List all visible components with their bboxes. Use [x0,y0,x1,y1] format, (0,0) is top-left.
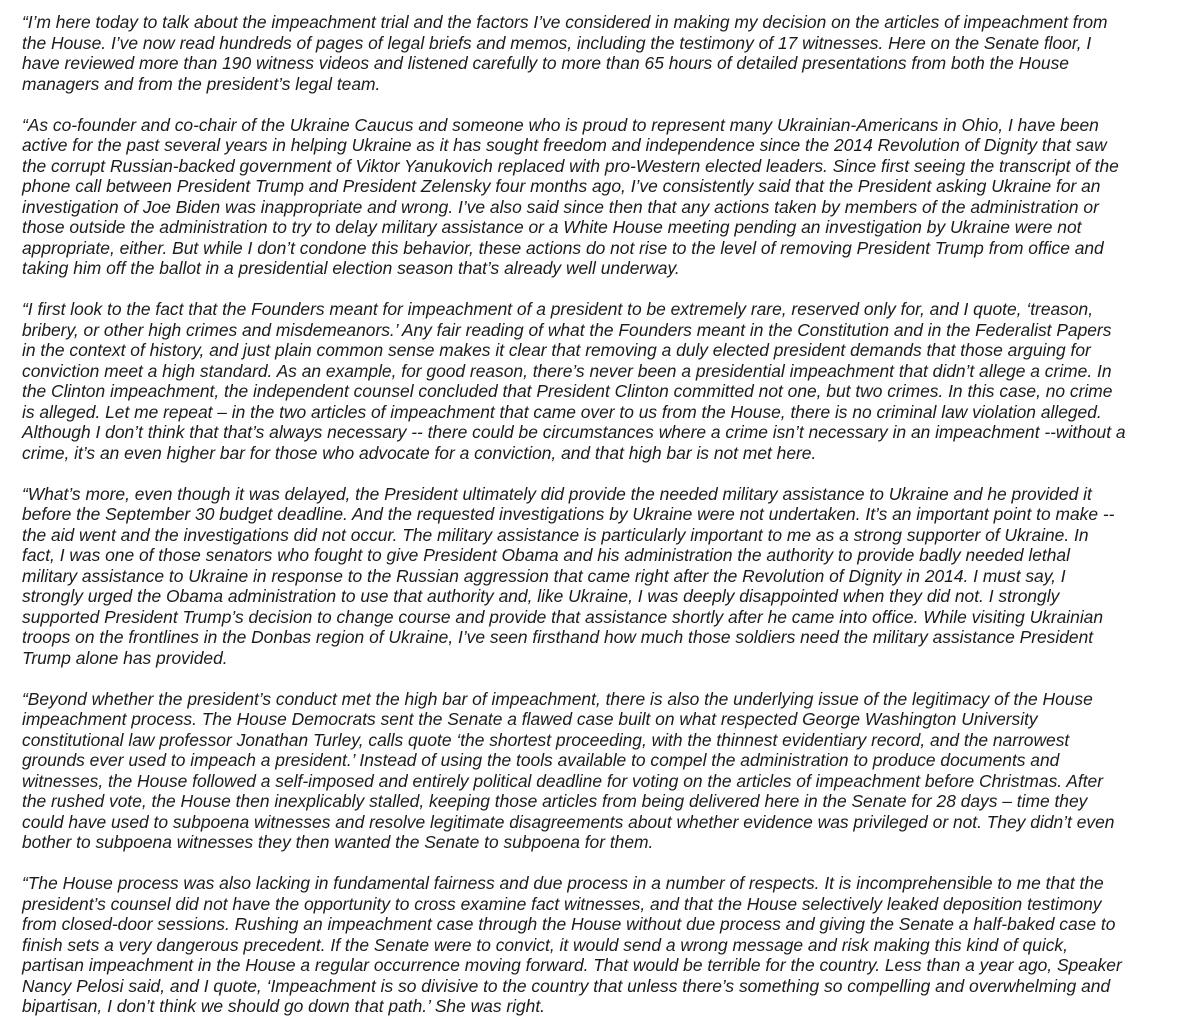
paragraph-4 [22,484,1184,669]
text-line: bribery, or other high crimes and misdemeanors.’ Any fair reading of what the Founders meant in the Constitution and in the Federalist Papers [22,319,1112,340]
text-line: in the context of history, and just plain common sense makes it clear that removing a duly elected president demands that those arguing for [22,340,1091,360]
text-line: the aid went and the investigations did not occur. The military assistance is particularly important to me as a strong supporter of Ukraine. In [22,524,1089,545]
text-line: constitutional law professor Jonathan Turley, calls quote ‘the shortest proceeding, with the thinnest evidentiary record, and the narrowest [22,729,1070,750]
text-line: impeachment process. The House Democrats sent the Senate a flawed case built on what respected George Washington University [22,709,1038,729]
text-line: the corrupt Russian-backed government of Viktor Yanukovich replaced with pro-Western elected leaders. Since first seeing the transcript of the [22,155,1119,176]
text-line: bother to subpoena witnesses they then wanted the Senate to subpoena for them. [22,832,654,852]
text-line: bipartisan, I don’t think we should go down that path.’ She was right. [22,996,546,1016]
text-line: “Beyond whether the president’s conduct met the high bar of impeachment, there is also the underlying issue of the legitimacy of the House [22,688,1093,709]
text-line: finish sets a very dangerous precedent. If the Senate were to convict, it would send a wrong message and risk making this kind of quick, [22,934,1068,955]
text-line: from closed-door sessions. Rushing an impeachment case through the House without due process and giving the Senate a half-baked case to [22,914,1116,934]
text-line: “I first look to the fact that the Founders meant for impeachment of a president to be extremely rare, reserved only for, and I quote, ‘treason, [22,299,1094,319]
text-line: military assistance to Ukraine in response to the Russian aggression that came right after the Revolution of Dignity in 2014. I must say, I [22,565,1066,586]
text-line: partisan impeachment in the House a regular occurrence moving forward. That would be terrible for the country. Less than a year ago, Speaker [22,955,1122,975]
text-line: grounds ever used to impeach a president.’ Instead of using the tools available to compel the administration to produce documents and [22,750,1060,770]
text-line: “The House process was also lacking in fundamental fairness and due process in a number of respects. It is incomprehensible to me that the [22,873,1104,893]
text-line: the Clinton impeachment, the independent counsel concluded that President Clinton committed not one, but two crimes. In this case, no crime [22,381,1113,401]
text-line: president’s counsel did not have the opportunity to cross examine fact witnesses, and that the House selectively leaked deposition testimony [22,893,1102,914]
text-line: have reviewed more than 190 witness videos and listened carefully to more than 65 hours of detailed presentations from both the House [22,53,1069,73]
paragraph-3 [22,299,1184,463]
text-line: those outside the administration to try to delay military assistance or a White House meeting pending an investigation by Ukraine were not [22,217,1082,237]
text-line: the House. I’ve now read hundreds of pages of legal briefs and memos, including the testimony of 17 witnesses. Here on the Senate floor, I [22,32,1092,53]
paragraph-2 [22,115,1184,279]
text-line: “What’s more, even though it was delayed, the President ultimately did provide the needed military assistance to Ukraine and he provided it [22,483,1092,504]
text-line: fact, I was one of those senators who fought to give President Obama and his administration the authority to provide badly needed lethal [22,545,1070,565]
text-line: Although I don’t think that that’s always necessary -- there could be circumstances where a crime isn’t necessary in an impeachment --without a [22,422,1126,442]
text-line: could have used to subpoena witnesses and resolve legitimate disagreements about whether evidence was privileged or not. They didn’t even [22,811,1115,832]
text-line: “As co-founder and co-chair of the Ukraine Caucus and someone who is proud to represent many Ukrainian-Americans in Ohio, I have been [22,114,1099,135]
text-line: phone call between President Trump and President Zelensky four months ago, I’ve consistently said that the President asking Ukraine for an [22,176,1101,196]
text-line: Trump alone has provided. [22,647,228,668]
text-line: crime, it’s an even higher bar for those who advocate for a conviction, and that high bar is not met here. [22,442,817,463]
text-line: managers and from the president’s legal team. [22,73,381,94]
text-line: witnesses, the House followed a self-imposed and entirely political deadline for voting on the articles of impeachment before Christmas. After [22,770,1104,791]
text-line: strongly urged the Obama administration to use that authority and, like Ukraine, I was deeply disappointed when they did not. I strongly [22,586,1060,606]
text-line: troops on the frontlines in the Donbas region of Ukraine, I’ve seen firsthand how much those soldiers need the military assistance President [22,627,1094,647]
text-line: conviction meet a high standard. As an example, for good reason, there’s never been a presidential impeachment that didn’t allege a crime. In [22,360,1112,381]
text-line: is alleged. Let me repeat – in the two articles of impeachment that came over to us from the House, there is no criminal law violation alleged. [22,401,1102,422]
text-line: Nancy Pelosi said, and I quote, ‘Impeachment is so divisive to the country that unless there’s something so compelling and overwhelming and [22,975,1111,996]
text-line: investigation of Joe Biden was inappropriate and wrong. I’ve also said since then that any actions taken by members of the administration or [22,196,1099,217]
statement-document [22,12,1184,1017]
text-line: taking him off the ballot in a presidential election season that’s already well underway. [22,258,680,278]
text-line: active for the past several years in helping Ukraine as it has sought freedom and independence since the 2014 Revolution of Dignity that saw [22,135,1107,155]
text-line: supported President Trump’s decision to change course and provide that assistance shortly after he came into office. While visiting Ukrainian [22,606,1104,627]
text-line: the rushed vote, the House then inexplicably stalled, keeping those articles from being delivered here in the Senate for 28 days – time they [22,791,1088,811]
paragraph-5 [22,689,1184,853]
text-line: before the September 30 budget deadline. And the requested investigations by Ukraine were not undertaken. It’s an important point to make -- [22,504,1115,524]
text-line: appropriate, either. But while I don’t condone this behavior, these actions do not rise to the level of removing President Trump from office and [22,237,1104,258]
paragraph-6 [22,873,1184,1017]
text-line: “I’m here today to talk about the impeachment trial and the factors I’ve considered in making my decision on the articles of impeachment from [22,12,1108,32]
paragraph-1 [22,12,1184,94]
